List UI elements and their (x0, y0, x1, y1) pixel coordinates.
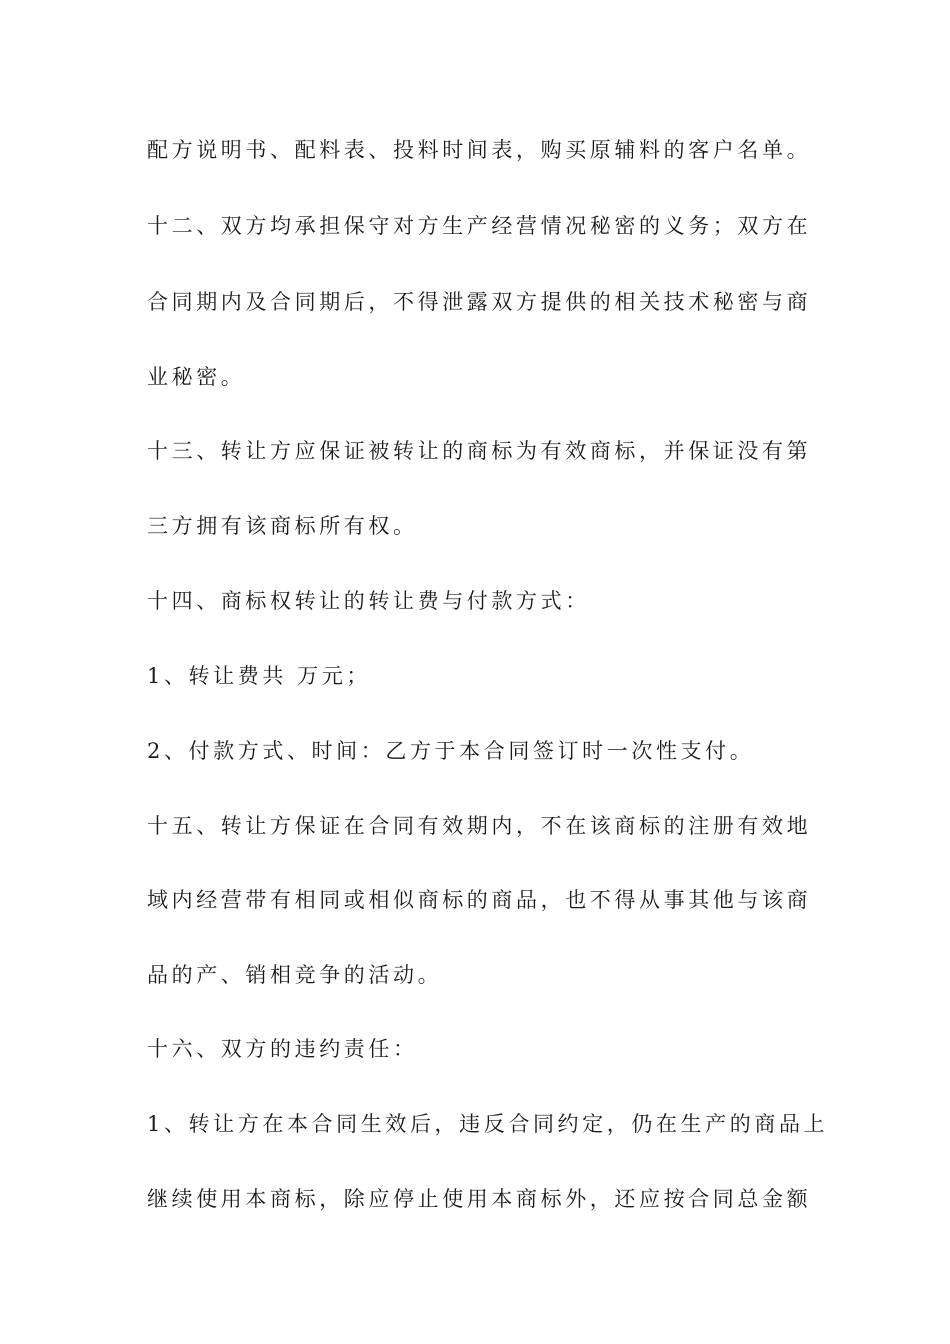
text-line: 业秘密。 (147, 365, 246, 389)
text-line: 1、转让方在本合同生效后，违反合同约定，仍在生产的商品上 (147, 1112, 829, 1136)
text-line: 十四、商标权转让的转让费与付款方式： (147, 589, 590, 613)
text-line: 合同期内及合同期后，不得泄露双方提供的相关技术秘密与商 (147, 290, 812, 314)
text-line: 十二、双方均承担保守对方生产经营情况秘密的义务；双方在 (147, 214, 812, 238)
text-line: 十三、转让方应保证被转让的商标为有效商标，并保证没有第 (147, 439, 812, 463)
text-line: 2、付款方式、时间：乙方于本合同签订时一次性支付。 (147, 739, 755, 763)
text-line: 域内经营带有相同或相似商标的商品，也不得从事其他与该商 (147, 888, 812, 912)
text-line: 继续使用本商标，除应停止使用本商标外，还应按合同总金额 (147, 1187, 812, 1211)
text-line: 十六、双方的违约责任： (147, 1037, 418, 1061)
text-line: 十五、转让方保证在合同有效期内，不在该商标的注册有效地 (147, 814, 812, 838)
text-line: 三方拥有该商标所有权。 (147, 514, 418, 538)
text-line: 1、转让费共 万元； (147, 664, 372, 688)
text-line: 品的产、销相竞争的活动。 (147, 963, 443, 987)
text-line: 配方说明书、配料表、投料时间表，购买原辅料的客户名单。 (147, 138, 812, 162)
